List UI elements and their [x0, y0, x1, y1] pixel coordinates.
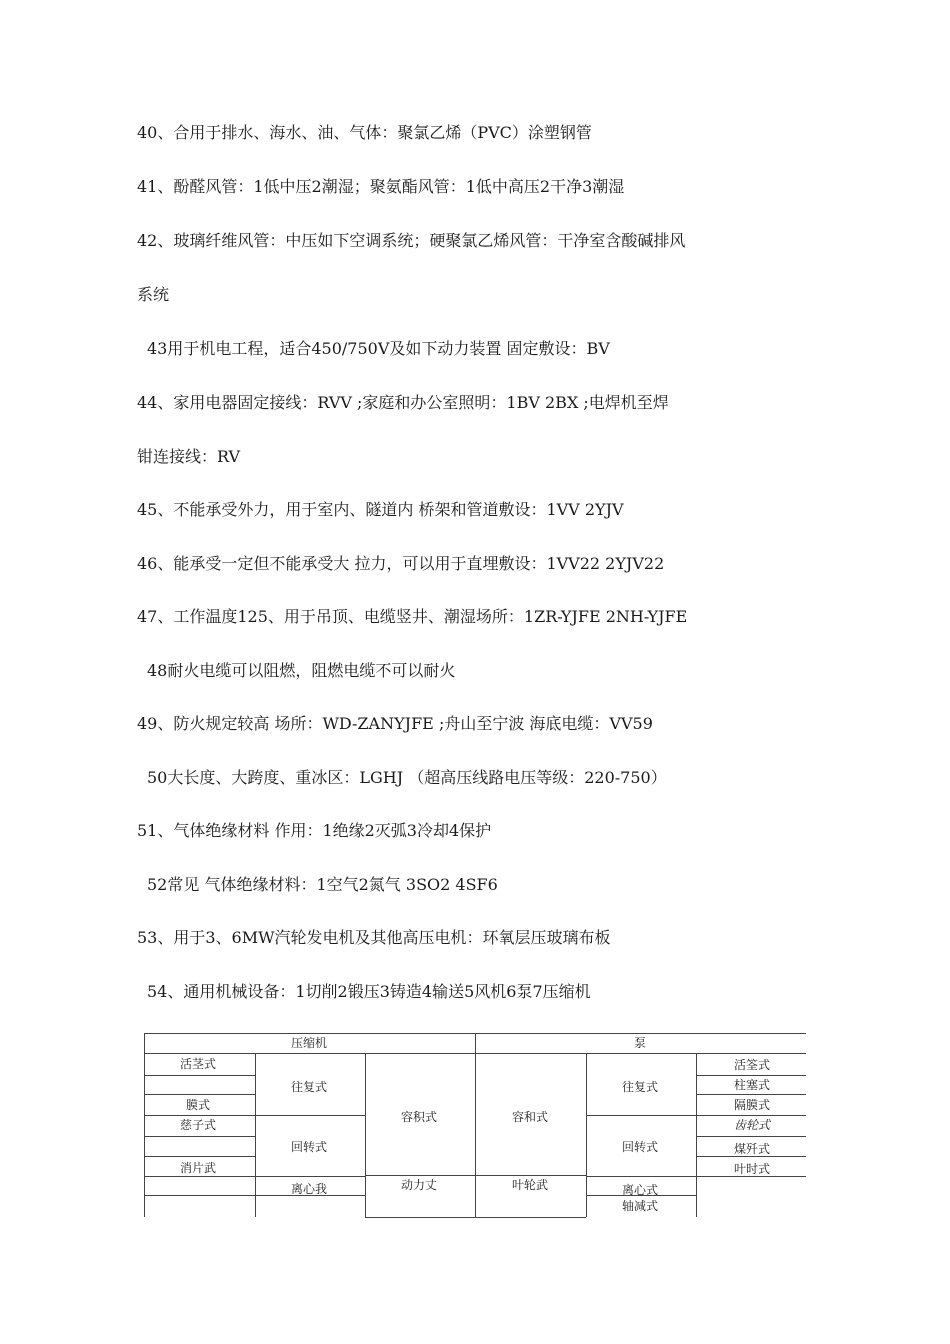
compressor-group: 离心我: [291, 1182, 328, 1196]
table-rule: [696, 1156, 806, 1157]
compressor-group: 回转式: [291, 1140, 328, 1154]
machine-classification-table: [144, 1033, 806, 1217]
text-line-47: 47、工作温度125、用于吊顶、电缆竖井、潮湿场所：1ZR-YJFE 2NH-YJFE: [137, 607, 688, 626]
table-rule: [365, 1217, 586, 1218]
text-line-50: 50大长度、大跨度、重冰区：LGHJ （超高压线路电压等级：220-750）: [147, 768, 667, 787]
table-rule: [696, 1075, 806, 1076]
text-line-40: 40、合用于排水、海水、油、气体：聚氯乙烯（PVC）涂塑钢管: [137, 123, 592, 142]
text-line-45: 45、不能承受外力，用于室内、隧道内 桥架和管道敷设：1VV 2YJV: [137, 500, 624, 519]
table-rule: [696, 1053, 697, 1217]
table-rule: [144, 1033, 145, 1217]
text-line-44-cont: 钳连接线：RV: [137, 447, 241, 466]
pump-type: 叶时式: [734, 1162, 771, 1176]
table-rule: [144, 1075, 255, 1076]
text-line-46: 46、能承受一定但不能承受大 拉力，可以用于直埋敷设：1VV22 2YJV22: [137, 554, 665, 573]
pump-type: 活筌式: [734, 1058, 771, 1072]
pump-type: 齿轮式: [734, 1118, 771, 1132]
compressor-type: 活茎式: [180, 1057, 217, 1071]
compressor-type: 慈子式: [180, 1118, 217, 1132]
table-rule: [365, 1053, 366, 1217]
category-left: 动力丈: [401, 1178, 438, 1192]
text-line-48: 48耐火电缆可以阻燃，阻燃电缆不可以耐火: [147, 661, 456, 680]
category-right: 叶轮武: [512, 1178, 549, 1192]
table-rule: [475, 1033, 476, 1217]
pump-group: 离心式: [622, 1183, 659, 1197]
pump-type: 柱塞式: [734, 1078, 771, 1092]
category-right: 容和式: [512, 1110, 549, 1124]
text-line-42-cont: 系统: [137, 285, 170, 304]
text-line-49: 49、防火规定较高 场所：WD-ZANYJFE ;舟山至宁波 海底电缆：VV59: [137, 714, 653, 733]
table-rule: [144, 1136, 255, 1137]
pump-header: 泵: [634, 1036, 647, 1050]
text-line-51: 51、气体绝缘材料 作用：1绝缘2灭弧3冷却4保护: [137, 821, 492, 840]
table-rule: [255, 1053, 256, 1217]
text-line-44: 44、家用电器固定接线：RVV ;家庭和办公室照明：1BV 2BX ;电焊机至焊: [137, 393, 669, 412]
text-line-41: 41、酚醛风管：1低中压2潮湿；聚氨酯风管：1低中高压2干净3潮湿: [137, 177, 625, 196]
pump-type: 煤歼式: [734, 1142, 771, 1156]
table-rule: [144, 1156, 255, 1157]
compressor-type: 消片武: [180, 1161, 217, 1175]
table-rule: [696, 1136, 806, 1137]
text-line-54: 54、通用机械设备：1切削2锻压3铸造4输送5风机6泵7压缩机: [147, 982, 591, 1001]
table-rule: [696, 1094, 806, 1095]
text-line-43: 43用于机电工程，适合450/750V及如下动力装置 固定敷设：BV: [147, 339, 610, 358]
compressor-type: 膜式: [186, 1098, 211, 1112]
text-line-52: 52常见 气体绝缘材料：1空气2氮气 3SO2 4SF6: [147, 875, 498, 894]
compressor-header: 压缩机: [291, 1036, 328, 1050]
category-left: 容积式: [401, 1110, 438, 1124]
pump-group: 轴减式: [622, 1199, 659, 1213]
pump-group: 回转式: [622, 1140, 659, 1154]
text-line-42: 42、玻璃纤维风管：中压如下空调系统；硬聚氯乙烯风管：干净室含酸碱排风: [137, 231, 686, 250]
table-rule: [144, 1094, 255, 1095]
pump-type: 隔膜式: [734, 1098, 771, 1112]
text-line-53: 53、用于3、6MW汽轮发电机及其他高压电机：环氧层压玻璃布板: [137, 928, 611, 947]
table-rule: [586, 1053, 587, 1217]
compressor-group: 往复式: [291, 1080, 328, 1094]
pump-group: 往复式: [622, 1080, 659, 1094]
